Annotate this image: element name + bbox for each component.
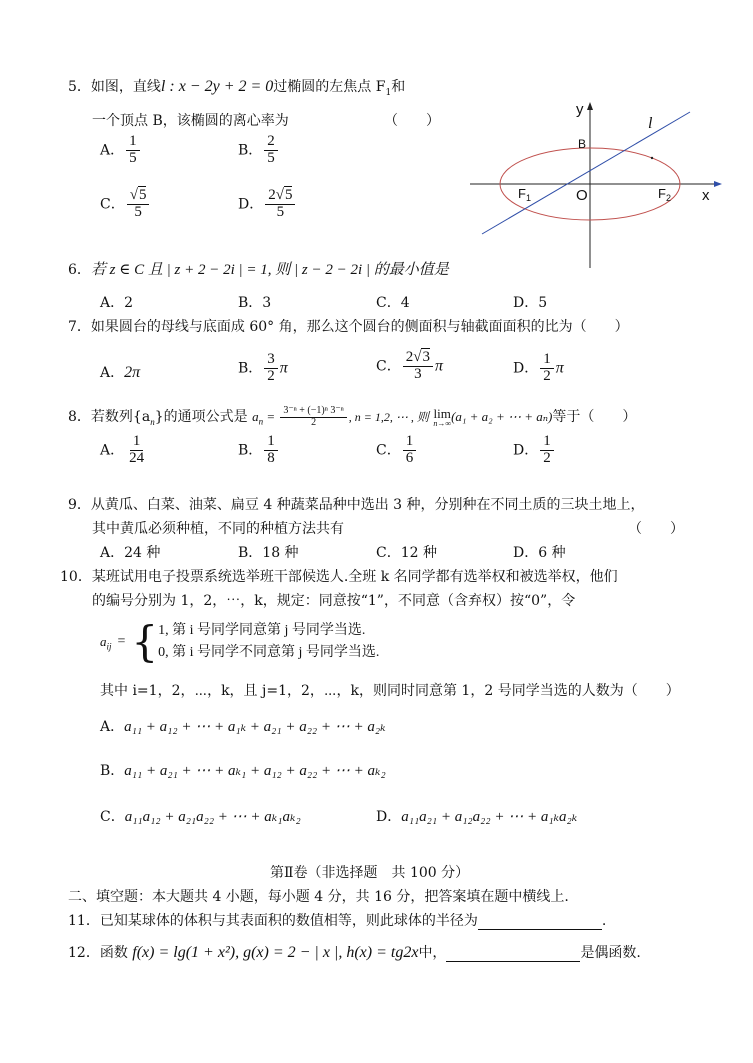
q7-option-a: A．2π	[100, 364, 141, 381]
piecewise-case-1: 1, 第 i 号同学同意第 j 号同学当选.	[158, 623, 366, 638]
q8-option-b: B． $\frac{1}{8}$	[238, 434, 280, 467]
q7-option-c: C． $\frac{2√3}{3}$ π	[376, 349, 443, 382]
q5-option-c: C． $\frac{√5}{5}$	[100, 188, 151, 221]
x-axis-label: x	[702, 187, 710, 204]
line-l	[482, 112, 690, 234]
f2-label: $F_2$	[658, 186, 671, 203]
q11: 11．已知某球体的体积与其表面积的数值相等，则此球体的半径为 .	[68, 913, 607, 929]
ellipse-figure	[466, 96, 726, 272]
q9-option-c: C．12 种	[376, 545, 437, 561]
question-number: 6．	[68, 262, 91, 278]
q5-line1: 5．如图，直线l : x − 2y + 2 = 0过椭圆的左焦点 $F_1$和	[68, 78, 406, 98]
piecewise-case-2: 0, 第 i 号同学不同意第 j 号同学当选.	[158, 645, 380, 661]
q7-stem: 7．如果圆台的母线与底面成 60° 角，那么这个圆台的侧面积与轴截面面积的比为（ ）	[68, 319, 629, 335]
q5-option-b: B． $\frac{2}{5}$	[238, 134, 280, 167]
y-axis-arrow	[587, 102, 593, 110]
q9-answer-paren: （ ）	[628, 521, 684, 537]
q9-option-a: A．24 种	[100, 545, 161, 561]
line-l-label: l	[648, 115, 653, 132]
q12: 12．函数 f(x) = lg(1 + x²), g(x) = 2 − | x |, h(x) = tg2x中， 是偶函数.	[68, 944, 641, 961]
q10-line2: 的编号分别为 1，2，⋯，k，规定：同意按“1”，不同意（含弃权）按“0”，令	[92, 593, 576, 609]
question-number: 10．	[60, 569, 92, 585]
q5-answer-paren: （ ）	[384, 113, 440, 129]
q9-line1: 9．从黄瓜、白菜、油菜、扁豆 4 种蔬菜品种中选出 3 种，分别种在不同土质的三块土地上，	[68, 497, 645, 513]
question-number: 11．	[68, 913, 100, 929]
q8-option-d: D． $\frac{1}{2}$	[513, 434, 556, 467]
q8-option-c: C． $\frac{1}{6}$	[376, 434, 418, 467]
q8-option-a: A． $\frac{1}{24}$	[100, 433, 145, 466]
section-heading: 二、填空题：本大题共 4 小题，每小题 4 分，共 16 分，把答案填在题中横线上.	[68, 889, 569, 905]
y-axis-label: y	[576, 101, 584, 118]
origin-label: O	[576, 187, 588, 204]
question-number: 12．	[68, 945, 100, 961]
q10-option-b: B．a₁₁ + a₂₁ + ⋯ + aₖ₁ + a₁₂ + a₂₂ + ⋯ + aₖ₂	[100, 763, 386, 779]
q6-stem: 6．若 z ∈ C 且 | z + 2 − 2i | = 1, 则 | z − 2 − 2i | 的最小值是	[68, 262, 449, 278]
line-equation: l : x − 2y + 2 = 0	[160, 78, 274, 95]
q9-line2: 其中黄瓜必须种植，不同的种植方法共有	[92, 521, 344, 537]
q5-option-a: A． $\frac{1}{5}$	[100, 134, 142, 167]
q9-option-b: B．18 种	[238, 545, 299, 561]
q10-line1: 10．某班试用电子投票系统选举班干部候选人.全班 k 名同学都有选举权和被选举权，他们	[60, 569, 618, 585]
q5-option-d: D． $\frac{2√5}{5}$	[238, 188, 297, 221]
question-number: 5．	[68, 79, 91, 95]
q6-option-c: C．4	[376, 295, 410, 311]
answer-blank[interactable]	[478, 915, 602, 930]
q6-option-b: B．3	[238, 295, 272, 311]
q6-option-d: D．5	[513, 295, 548, 311]
q10-option-c: C．a₁₁a₁₂ + a₂₁a₂₂ + ⋯ + aₖ₁aₖ₂	[100, 809, 301, 825]
q10-piecewise: $a_{ij}$ = { 1, 第 i 号同学同意第 j 号同学当选. 0, 第 i 号同学不同意第 j 号同学当选.	[100, 617, 380, 667]
answer-blank[interactable]	[446, 947, 580, 962]
q6-option-a: A．2	[100, 295, 134, 311]
point-on-ellipse	[651, 157, 653, 159]
question-number: 9．	[68, 497, 91, 513]
question-number: 8．	[68, 409, 91, 425]
q8-stem: 8．若数列$\{a_n\}$的通项公式是 $a_n$ = $\frac{\text{3⁻ⁿ + (−1)ⁿ 3⁻ⁿ}}{2}$ , n = 1,2, ⋯ , 则 lim n→∞ (a₁ + a₂ + ⋯ + aₙ)等于（ ）	[68, 405, 637, 428]
q10-line3: 其中 i=1，2，⋯，k，且 j=1，2，⋯，k，则同时同意第 1，2 号同学当选的人数为（ ）	[100, 683, 680, 699]
q9-option-d: D．6 种	[513, 545, 566, 561]
q10-option-d: D．a₁₁a₂₁ + a₁₂a₂₂ + ⋯ + a₁ₖa₂ₖ	[376, 809, 578, 825]
question-number: 7．	[68, 319, 91, 335]
q7-option-b: B． $\frac{3}{2}$ π	[238, 351, 288, 384]
q7-option-d: D． $\frac{1}{2}$ π	[513, 351, 564, 384]
x-axis-arrow	[714, 181, 722, 187]
point-b-label: B	[578, 137, 587, 151]
q5-line2: 一个顶点 B，该椭圆的离心率为	[92, 113, 289, 129]
f1-label: $F_1$	[518, 186, 531, 203]
part2-title: 第Ⅱ卷（非选择题 共 100 分）	[270, 865, 470, 881]
q10-option-a: A．a₁₁ + a₁₂ + ⋯ + a₁ₖ + a₂₁ + a₂₂ + ⋯ + a₂ₖ	[100, 719, 386, 735]
